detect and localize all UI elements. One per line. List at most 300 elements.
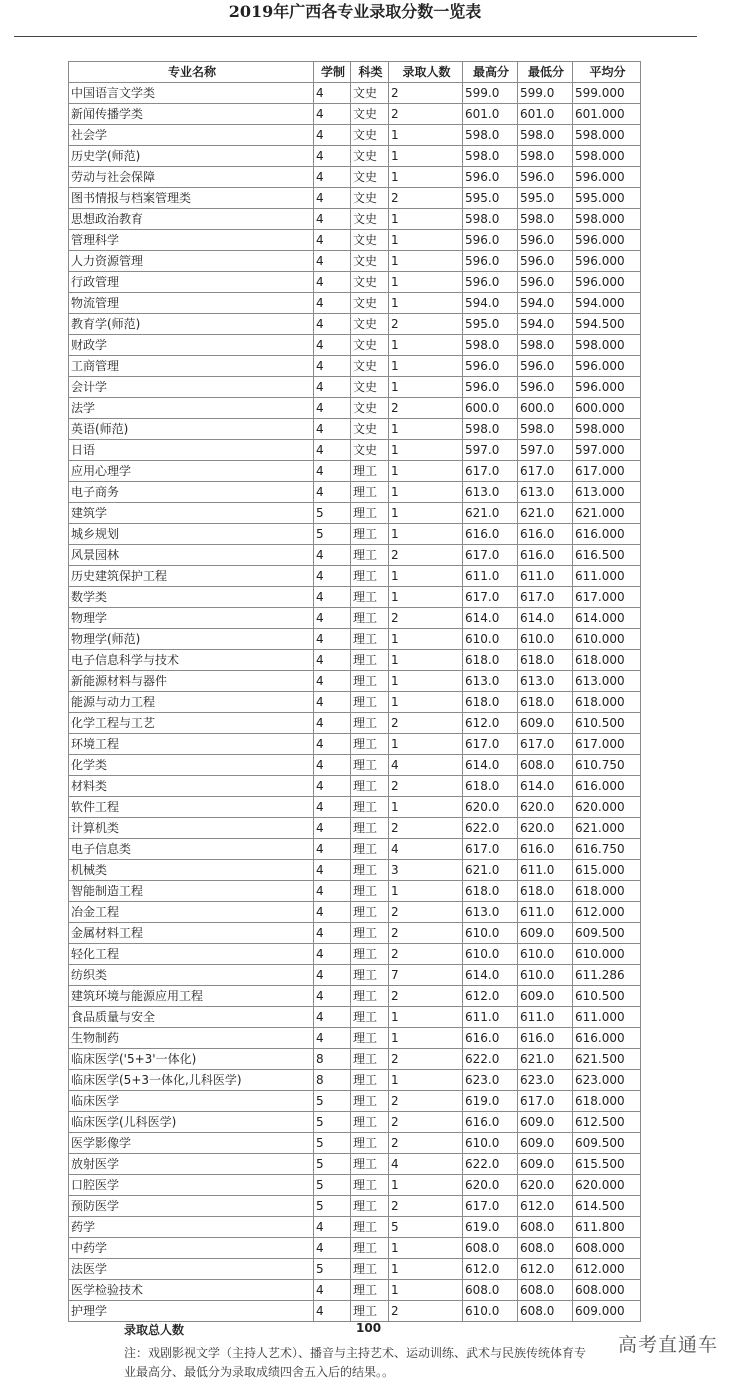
min-score-cell: 621.0 bbox=[518, 1049, 573, 1070]
category-cell: 理工 bbox=[351, 734, 389, 755]
min-score-cell: 621.0 bbox=[518, 503, 573, 524]
admitted-count-cell: 1 bbox=[389, 377, 463, 398]
table-row bbox=[69, 503, 641, 524]
avg-score-cell: 612.000 bbox=[573, 902, 641, 923]
major-cell: 环境工程 bbox=[69, 734, 314, 755]
max-score-cell: 620.0 bbox=[463, 1175, 518, 1196]
category-cell: 文史 bbox=[351, 146, 389, 167]
table-row bbox=[69, 1301, 641, 1322]
category-cell: 理工 bbox=[351, 587, 389, 608]
max-score-cell: 623.0 bbox=[463, 1070, 518, 1091]
table-row bbox=[69, 881, 641, 902]
major-cell: 预防医学 bbox=[69, 1196, 314, 1217]
column-header-major: 专业名称 bbox=[69, 62, 314, 83]
admitted-count-cell: 2 bbox=[389, 1301, 463, 1322]
table-row bbox=[69, 629, 641, 650]
admissions-table bbox=[68, 61, 641, 1322]
major-cell: 纺织类 bbox=[69, 965, 314, 986]
duration-cell: 4 bbox=[314, 125, 351, 146]
max-score-cell: 612.0 bbox=[463, 986, 518, 1007]
major-cell: 城乡规划 bbox=[69, 524, 314, 545]
max-score-cell: 622.0 bbox=[463, 1049, 518, 1070]
major-cell: 管理科学 bbox=[69, 230, 314, 251]
admitted-count-cell: 1 bbox=[389, 482, 463, 503]
table-row bbox=[69, 1007, 641, 1028]
category-cell: 理工 bbox=[351, 1007, 389, 1028]
duration-cell: 4 bbox=[314, 104, 351, 125]
category-cell: 理工 bbox=[351, 881, 389, 902]
table-row bbox=[69, 965, 641, 986]
avg-score-cell: 614.000 bbox=[573, 608, 641, 629]
major-cell: 英语(师范) bbox=[69, 419, 314, 440]
category-cell: 理工 bbox=[351, 482, 389, 503]
table-row bbox=[69, 356, 641, 377]
admitted-count-cell: 2 bbox=[389, 1112, 463, 1133]
admitted-count-cell: 1 bbox=[389, 1007, 463, 1028]
min-score-cell: 620.0 bbox=[518, 797, 573, 818]
min-score-cell: 613.0 bbox=[518, 482, 573, 503]
avg-score-cell: 598.000 bbox=[573, 335, 641, 356]
max-score-cell: 613.0 bbox=[463, 902, 518, 923]
max-score-cell: 608.0 bbox=[463, 1238, 518, 1259]
avg-score-cell: 611.000 bbox=[573, 1007, 641, 1028]
admitted-count-cell: 2 bbox=[389, 818, 463, 839]
min-score-cell: 617.0 bbox=[518, 1091, 573, 1112]
min-score-cell: 609.0 bbox=[518, 713, 573, 734]
min-score-cell: 616.0 bbox=[518, 839, 573, 860]
max-score-cell: 614.0 bbox=[463, 755, 518, 776]
duration-cell: 4 bbox=[314, 608, 351, 629]
admitted-count-cell: 1 bbox=[389, 146, 463, 167]
max-score-cell: 618.0 bbox=[463, 776, 518, 797]
category-cell: 理工 bbox=[351, 1112, 389, 1133]
avg-score-cell: 621.000 bbox=[573, 503, 641, 524]
major-cell: 思想政治教育 bbox=[69, 209, 314, 230]
max-score-cell: 596.0 bbox=[463, 272, 518, 293]
duration-cell: 4 bbox=[314, 83, 351, 104]
category-cell: 理工 bbox=[351, 1154, 389, 1175]
admitted-count-cell: 1 bbox=[389, 797, 463, 818]
category-cell: 文史 bbox=[351, 377, 389, 398]
avg-score-cell: 598.000 bbox=[573, 125, 641, 146]
table-row bbox=[69, 839, 641, 860]
table-row bbox=[69, 755, 641, 776]
duration-cell: 4 bbox=[314, 419, 351, 440]
avg-score-cell: 594.500 bbox=[573, 314, 641, 335]
avg-score-cell: 596.000 bbox=[573, 356, 641, 377]
duration-cell: 4 bbox=[314, 230, 351, 251]
avg-score-cell: 621.500 bbox=[573, 1049, 641, 1070]
major-cell: 临床医学 bbox=[69, 1091, 314, 1112]
min-score-cell: 608.0 bbox=[518, 1217, 573, 1238]
duration-cell: 5 bbox=[314, 524, 351, 545]
max-score-cell: 598.0 bbox=[463, 209, 518, 230]
admitted-count-cell: 2 bbox=[389, 713, 463, 734]
table-row bbox=[69, 587, 641, 608]
min-score-cell: 609.0 bbox=[518, 1133, 573, 1154]
max-score-cell: 599.0 bbox=[463, 83, 518, 104]
table-row bbox=[69, 902, 641, 923]
admitted-count-cell: 1 bbox=[389, 251, 463, 272]
avg-score-cell: 616.000 bbox=[573, 524, 641, 545]
min-score-cell: 617.0 bbox=[518, 587, 573, 608]
admitted-count-cell: 1 bbox=[389, 356, 463, 377]
max-score-cell: 598.0 bbox=[463, 125, 518, 146]
category-cell: 理工 bbox=[351, 755, 389, 776]
avg-score-cell: 610.500 bbox=[573, 986, 641, 1007]
admitted-count-cell: 7 bbox=[389, 965, 463, 986]
duration-cell: 4 bbox=[314, 545, 351, 566]
major-cell: 中国语言文学类 bbox=[69, 83, 314, 104]
table-row bbox=[69, 1070, 641, 1091]
table-row bbox=[69, 461, 641, 482]
avg-score-cell: 608.000 bbox=[573, 1280, 641, 1301]
table-row bbox=[69, 692, 641, 713]
major-cell: 智能制造工程 bbox=[69, 881, 314, 902]
major-cell: 建筑学 bbox=[69, 503, 314, 524]
major-cell: 电子商务 bbox=[69, 482, 314, 503]
admitted-count-cell: 1 bbox=[389, 524, 463, 545]
table-row bbox=[69, 293, 641, 314]
category-cell: 理工 bbox=[351, 713, 389, 734]
admitted-count-cell: 2 bbox=[389, 608, 463, 629]
admitted-count-cell: 1 bbox=[389, 293, 463, 314]
avg-score-cell: 610.750 bbox=[573, 755, 641, 776]
min-score-cell: 601.0 bbox=[518, 104, 573, 125]
table-row bbox=[69, 398, 641, 419]
min-score-cell: 610.0 bbox=[518, 944, 573, 965]
admitted-count-cell: 1 bbox=[389, 1280, 463, 1301]
major-cell: 应用心理学 bbox=[69, 461, 314, 482]
avg-score-cell: 617.000 bbox=[573, 734, 641, 755]
table-row bbox=[69, 419, 641, 440]
category-cell: 理工 bbox=[351, 797, 389, 818]
min-score-cell: 598.0 bbox=[518, 146, 573, 167]
major-cell: 临床医学(5+3一体化,儿科医学) bbox=[69, 1070, 314, 1091]
table-row bbox=[69, 1238, 641, 1259]
category-cell: 理工 bbox=[351, 1049, 389, 1070]
max-score-cell: 611.0 bbox=[463, 1007, 518, 1028]
min-score-cell: 612.0 bbox=[518, 1196, 573, 1217]
duration-cell: 4 bbox=[314, 167, 351, 188]
avg-score-cell: 613.000 bbox=[573, 482, 641, 503]
max-score-cell: 594.0 bbox=[463, 293, 518, 314]
duration-cell: 4 bbox=[314, 860, 351, 881]
duration-cell: 4 bbox=[314, 944, 351, 965]
duration-cell: 4 bbox=[314, 566, 351, 587]
admitted-count-cell: 1 bbox=[389, 125, 463, 146]
avg-score-cell: 617.000 bbox=[573, 461, 641, 482]
duration-cell: 4 bbox=[314, 1280, 351, 1301]
major-cell: 中药学 bbox=[69, 1238, 314, 1259]
category-cell: 理工 bbox=[351, 860, 389, 881]
category-cell: 文史 bbox=[351, 188, 389, 209]
watermark-text: 高考直通车 bbox=[618, 1334, 719, 1356]
major-cell: 行政管理 bbox=[69, 272, 314, 293]
max-score-cell: 595.0 bbox=[463, 314, 518, 335]
column-header-admitted-count: 录取人数 bbox=[389, 62, 463, 83]
category-cell: 文史 bbox=[351, 356, 389, 377]
max-score-cell: 616.0 bbox=[463, 524, 518, 545]
table-row bbox=[69, 860, 641, 881]
column-header-min-score: 最低分 bbox=[518, 62, 573, 83]
table-row bbox=[69, 923, 641, 944]
table-row bbox=[69, 146, 641, 167]
admitted-count-cell: 1 bbox=[389, 650, 463, 671]
max-score-cell: 612.0 bbox=[463, 1259, 518, 1280]
min-score-cell: 611.0 bbox=[518, 860, 573, 881]
max-score-cell: 600.0 bbox=[463, 398, 518, 419]
avg-score-cell: 617.000 bbox=[573, 587, 641, 608]
max-score-cell: 596.0 bbox=[463, 377, 518, 398]
table-row bbox=[69, 671, 641, 692]
max-score-cell: 617.0 bbox=[463, 545, 518, 566]
min-score-cell: 609.0 bbox=[518, 1154, 573, 1175]
admitted-count-cell: 1 bbox=[389, 335, 463, 356]
min-score-cell: 617.0 bbox=[518, 461, 573, 482]
admitted-count-cell: 1 bbox=[389, 503, 463, 524]
duration-cell: 4 bbox=[314, 797, 351, 818]
duration-cell: 4 bbox=[314, 839, 351, 860]
major-cell: 图书情报与档案管理类 bbox=[69, 188, 314, 209]
min-score-cell: 608.0 bbox=[518, 1280, 573, 1301]
max-score-cell: 621.0 bbox=[463, 503, 518, 524]
max-score-cell: 618.0 bbox=[463, 650, 518, 671]
major-cell: 临床医学('5+3'一体化) bbox=[69, 1049, 314, 1070]
major-cell: 日语 bbox=[69, 440, 314, 461]
admitted-count-cell: 1 bbox=[389, 566, 463, 587]
avg-score-cell: 599.000 bbox=[573, 83, 641, 104]
table-row bbox=[69, 524, 641, 545]
max-score-cell: 608.0 bbox=[463, 1280, 518, 1301]
avg-score-cell: 596.000 bbox=[573, 251, 641, 272]
category-cell: 文史 bbox=[351, 293, 389, 314]
major-cell: 口腔医学 bbox=[69, 1175, 314, 1196]
duration-cell: 4 bbox=[314, 461, 351, 482]
category-cell: 理工 bbox=[351, 1217, 389, 1238]
admitted-count-cell: 1 bbox=[389, 1259, 463, 1280]
min-score-cell: 608.0 bbox=[518, 1238, 573, 1259]
major-cell: 社会学 bbox=[69, 125, 314, 146]
category-cell: 理工 bbox=[351, 818, 389, 839]
avg-score-cell: 618.000 bbox=[573, 1091, 641, 1112]
table-row bbox=[69, 1217, 641, 1238]
category-cell: 理工 bbox=[351, 1175, 389, 1196]
duration-cell: 4 bbox=[314, 629, 351, 650]
duration-cell: 4 bbox=[314, 818, 351, 839]
max-score-cell: 596.0 bbox=[463, 230, 518, 251]
max-score-cell: 617.0 bbox=[463, 734, 518, 755]
min-score-cell: 618.0 bbox=[518, 650, 573, 671]
table-row bbox=[69, 104, 641, 125]
min-score-cell: 609.0 bbox=[518, 986, 573, 1007]
admitted-count-cell: 2 bbox=[389, 83, 463, 104]
avg-score-cell: 616.000 bbox=[573, 776, 641, 797]
category-cell: 理工 bbox=[351, 1196, 389, 1217]
min-score-cell: 609.0 bbox=[518, 923, 573, 944]
max-score-cell: 614.0 bbox=[463, 965, 518, 986]
avg-score-cell: 595.000 bbox=[573, 188, 641, 209]
admitted-count-cell: 2 bbox=[389, 986, 463, 1007]
table-row bbox=[69, 167, 641, 188]
min-score-cell: 620.0 bbox=[518, 1175, 573, 1196]
table-row bbox=[69, 335, 641, 356]
table-row bbox=[69, 1280, 641, 1301]
duration-cell: 5 bbox=[314, 1112, 351, 1133]
avg-score-cell: 608.000 bbox=[573, 1238, 641, 1259]
min-score-cell: 598.0 bbox=[518, 419, 573, 440]
table-header-row bbox=[69, 62, 641, 83]
admitted-count-cell: 1 bbox=[389, 587, 463, 608]
table-row bbox=[69, 83, 641, 104]
major-cell: 电子信息类 bbox=[69, 839, 314, 860]
major-cell: 历史建筑保护工程 bbox=[69, 566, 314, 587]
min-score-cell: 617.0 bbox=[518, 734, 573, 755]
max-score-cell: 610.0 bbox=[463, 923, 518, 944]
max-score-cell: 617.0 bbox=[463, 839, 518, 860]
admitted-count-cell: 2 bbox=[389, 1196, 463, 1217]
avg-score-cell: 597.000 bbox=[573, 440, 641, 461]
category-cell: 文史 bbox=[351, 83, 389, 104]
duration-cell: 5 bbox=[314, 1196, 351, 1217]
admitted-count-cell: 2 bbox=[389, 398, 463, 419]
category-cell: 理工 bbox=[351, 461, 389, 482]
duration-cell: 4 bbox=[314, 1217, 351, 1238]
major-cell: 食品质量与安全 bbox=[69, 1007, 314, 1028]
admitted-count-cell: 1 bbox=[389, 1238, 463, 1259]
duration-cell: 4 bbox=[314, 923, 351, 944]
major-cell: 医学影像学 bbox=[69, 1133, 314, 1154]
admitted-count-cell: 2 bbox=[389, 545, 463, 566]
max-score-cell: 612.0 bbox=[463, 713, 518, 734]
table-row bbox=[69, 734, 641, 755]
major-cell: 法学 bbox=[69, 398, 314, 419]
avg-score-cell: 612.000 bbox=[573, 1259, 641, 1280]
major-cell: 物流管理 bbox=[69, 293, 314, 314]
min-score-cell: 618.0 bbox=[518, 692, 573, 713]
column-header-duration: 学制 bbox=[314, 62, 351, 83]
category-cell: 文史 bbox=[351, 104, 389, 125]
duration-cell: 5 bbox=[314, 1259, 351, 1280]
min-score-cell: 620.0 bbox=[518, 818, 573, 839]
major-cell: 机械类 bbox=[69, 860, 314, 881]
major-cell: 人力资源管理 bbox=[69, 251, 314, 272]
max-score-cell: 618.0 bbox=[463, 881, 518, 902]
category-cell: 文史 bbox=[351, 230, 389, 251]
category-cell: 理工 bbox=[351, 650, 389, 671]
admitted-count-cell: 2 bbox=[389, 188, 463, 209]
max-score-cell: 611.0 bbox=[463, 566, 518, 587]
max-score-cell: 613.0 bbox=[463, 482, 518, 503]
duration-cell: 4 bbox=[314, 1007, 351, 1028]
min-score-cell: 595.0 bbox=[518, 188, 573, 209]
duration-cell: 4 bbox=[314, 482, 351, 503]
admitted-count-cell: 1 bbox=[389, 272, 463, 293]
category-cell: 理工 bbox=[351, 923, 389, 944]
avg-score-cell: 611.000 bbox=[573, 566, 641, 587]
table-row bbox=[69, 1154, 641, 1175]
category-cell: 理工 bbox=[351, 524, 389, 545]
category-cell: 文史 bbox=[351, 398, 389, 419]
table-row bbox=[69, 944, 641, 965]
admitted-count-cell: 2 bbox=[389, 314, 463, 335]
category-cell: 理工 bbox=[351, 566, 389, 587]
avg-score-cell: 621.000 bbox=[573, 818, 641, 839]
category-cell: 理工 bbox=[351, 1280, 389, 1301]
avg-score-cell: 601.000 bbox=[573, 104, 641, 125]
max-score-cell: 610.0 bbox=[463, 629, 518, 650]
category-cell: 理工 bbox=[351, 608, 389, 629]
avg-score-cell: 600.000 bbox=[573, 398, 641, 419]
avg-score-cell: 623.000 bbox=[573, 1070, 641, 1091]
admitted-count-cell: 3 bbox=[389, 860, 463, 881]
min-score-cell: 599.0 bbox=[518, 83, 573, 104]
table-row bbox=[69, 818, 641, 839]
table-row bbox=[69, 797, 641, 818]
major-cell: 临床医学(儿科医学) bbox=[69, 1112, 314, 1133]
avg-score-cell: 618.000 bbox=[573, 881, 641, 902]
column-header-max-score: 最高分 bbox=[463, 62, 518, 83]
admitted-count-cell: 4 bbox=[389, 755, 463, 776]
category-cell: 理工 bbox=[351, 839, 389, 860]
max-score-cell: 596.0 bbox=[463, 356, 518, 377]
duration-cell: 4 bbox=[314, 293, 351, 314]
min-score-cell: 598.0 bbox=[518, 209, 573, 230]
table-row bbox=[69, 272, 641, 293]
major-cell: 软件工程 bbox=[69, 797, 314, 818]
avg-score-cell: 618.000 bbox=[573, 650, 641, 671]
min-score-cell: 614.0 bbox=[518, 608, 573, 629]
min-score-cell: 612.0 bbox=[518, 1259, 573, 1280]
avg-score-cell: 612.500 bbox=[573, 1112, 641, 1133]
max-score-cell: 619.0 bbox=[463, 1091, 518, 1112]
major-cell: 财政学 bbox=[69, 335, 314, 356]
major-cell: 物理学(师范) bbox=[69, 629, 314, 650]
min-score-cell: 596.0 bbox=[518, 377, 573, 398]
max-score-cell: 610.0 bbox=[463, 1301, 518, 1322]
major-cell: 电子信息科学与技术 bbox=[69, 650, 314, 671]
admitted-count-cell: 2 bbox=[389, 104, 463, 125]
major-cell: 建筑环境与能源应用工程 bbox=[69, 986, 314, 1007]
min-score-cell: 596.0 bbox=[518, 230, 573, 251]
duration-cell: 4 bbox=[314, 314, 351, 335]
major-cell: 会计学 bbox=[69, 377, 314, 398]
duration-cell: 4 bbox=[314, 272, 351, 293]
category-cell: 理工 bbox=[351, 986, 389, 1007]
min-score-cell: 609.0 bbox=[518, 1112, 573, 1133]
max-score-cell: 617.0 bbox=[463, 587, 518, 608]
category-cell: 文史 bbox=[351, 251, 389, 272]
duration-cell: 4 bbox=[314, 692, 351, 713]
max-score-cell: 601.0 bbox=[463, 104, 518, 125]
max-score-cell: 610.0 bbox=[463, 1133, 518, 1154]
table-row bbox=[69, 1133, 641, 1154]
table-row bbox=[69, 1091, 641, 1112]
category-cell: 文史 bbox=[351, 335, 389, 356]
admitted-count-cell: 1 bbox=[389, 629, 463, 650]
min-score-cell: 616.0 bbox=[518, 1028, 573, 1049]
table-row bbox=[69, 1175, 641, 1196]
category-cell: 理工 bbox=[351, 1091, 389, 1112]
avg-score-cell: 616.500 bbox=[573, 545, 641, 566]
duration-cell: 4 bbox=[314, 671, 351, 692]
duration-cell: 4 bbox=[314, 965, 351, 986]
duration-cell: 4 bbox=[314, 587, 351, 608]
avg-score-cell: 611.286 bbox=[573, 965, 641, 986]
admitted-count-cell: 2 bbox=[389, 1133, 463, 1154]
footnote: 注：戏剧影视文学（主持人艺术）、播音与主持艺术、运动训练、武术与民族传统体育专业最高分、最低分为录取成绩四舍五入后的结果。。 bbox=[124, 1346, 587, 1379]
table-row bbox=[69, 713, 641, 734]
